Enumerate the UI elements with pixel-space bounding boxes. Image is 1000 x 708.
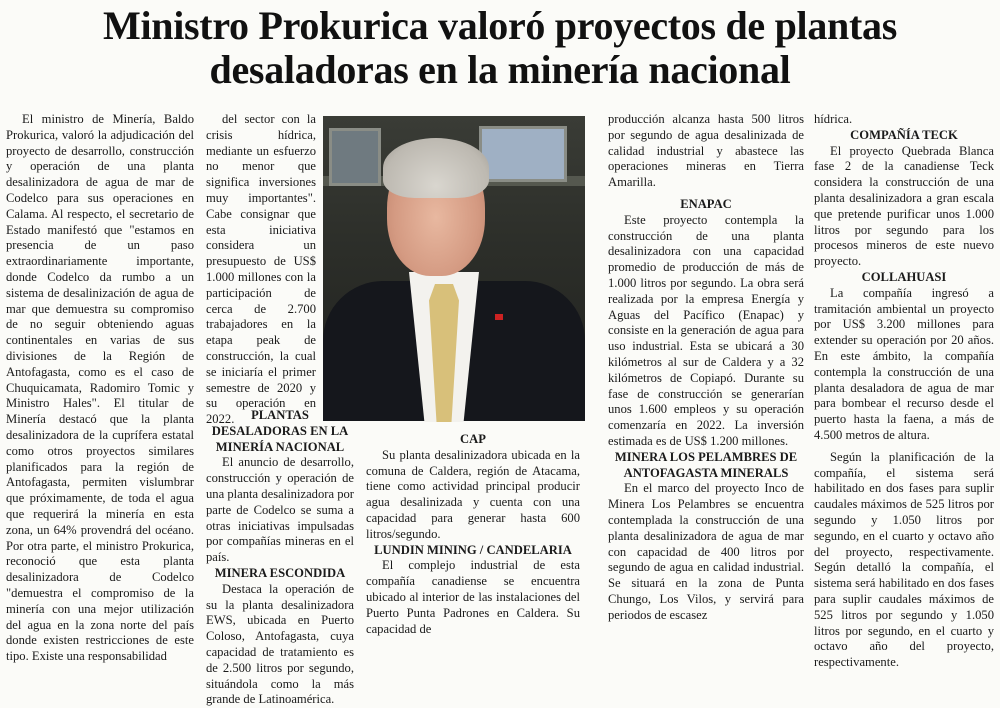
column-5 xyxy=(814,112,994,682)
paragraph: Este proyecto contempla la construcción de una planta desalinizadora con una capacidad promedio de producción de más de 1.000 litros por segundo. La obra será realizada por la empresa Energía y Aguas del Pacífico (Enapac) y consiste en la generación de agua para uso industrial. Esta se ubicará a 30 kilómetros al sur de Caldera y a 32 kilómetros de Copiapó. Durante su fase de construcción se generarían unos 1.600 empleos y su operación comenzaría en 2022. La inversión estimada es de US$ 1.200 millones. xyxy=(608,212,804,448)
subheading-plantas: PLANTAS DESALADORAS EN LA MINERÍA NACIONAL xyxy=(211,408,349,454)
column-2-top xyxy=(206,112,316,427)
subheading-los-pelambres: MINERA LOS PELAMBRES DE ANTOFAGASTA MINERALS xyxy=(614,449,798,480)
paragraph: El proyecto Quebrada Blanca fase 2 de la canadiense Teck considera la construcción de una planta desalinizadora a gran escala que pretende purificar unos 1.000 litros por segundo para los procesos mineros de este nuevo proyecto. xyxy=(814,143,994,269)
subheading-lundin: LUNDIN MINING / CANDELARIA xyxy=(374,542,572,557)
paragraph: El complejo industrial de esta compañía canadiense se encuentra ubicado al interior de las instalaciones del Puerto Punta Padrones en Caldera. Su capacidad de xyxy=(366,558,580,636)
paragraph: Según la planificación de la compañía, el sistema será habilitado en dos fases para suplir caudales máximos de 525 litros por segundo y 1.050 litros por segundo, en el cuarto y octavo año del proyecto, respectivamente. Según detalló la compañía, el sistema será habilitado en dos fases para suplir caudales máximos de 525 litros por segundo y 1.050 litros por segundo, en el cuarto y octavo año del proyecto, respectivamente. xyxy=(814,449,994,670)
paragraph: Destaca la operación de su la planta desalinizadora EWS, ubicada en Puerto Coloso, Antofagasta, cuya capacidad de tratamiento es de 2.500 litros por segundo, situándola como la más grande de Latinoamérica. xyxy=(206,581,354,707)
paragraph: hídrica. xyxy=(814,112,853,126)
subheading-teck: COMPAÑÍA TECK xyxy=(850,127,958,142)
column-4 xyxy=(608,112,804,682)
paragraph: producción alcanza hasta 500 litros por segundo de agua desalinizada de calidad industrial y abastece las operaciones mineras en Tierra Amarilla. xyxy=(608,112,804,190)
subheading-collahuasi: COLLAHUASI xyxy=(861,269,947,284)
headline-line-2: desaladoras en la minería nacional xyxy=(209,47,791,92)
headline xyxy=(0,4,1000,92)
paragraph: Su planta desalinizadora ubicada en la comuna de Caldera, región de Atacama, tiene como actividad principal producir agua desalinizada y cuenta con una capacidad para generar hasta 600 litros/segundo. xyxy=(366,447,580,541)
column-1 xyxy=(6,112,194,682)
column-2-bottom xyxy=(206,408,354,707)
paragraph: La compañía ingresó a tramitación ambiental un proyecto por US$ 3.200 millones para extender su operación por 20 años. En este ámbito, la compañía contempla la construcción de una planta desaladora de agua de mar para bombear el recurso desde el puerto hasta la faena, a más de 4.500 metros de altura. xyxy=(814,285,994,442)
column-3 xyxy=(366,432,580,680)
subheading-cap: CAP xyxy=(460,432,486,446)
paragraph: El anuncio de desarrollo, construcción y operación de una planta desalinizadora por parte de Codelco se suma a otras iniciativas impulsadas por compañías mineras en el país. xyxy=(206,455,354,565)
paragraph: del sector con la crisis hídrica, mediante un esfuerzo no menor que significa inversiones muy importantes". Cabe consignar que esta iniciativa considera un presupuesto de US$ 1.000 millones con la participación de cerca de 2.700 trabajadores en la etapa peak de construcción, la cual se iniciaría el primer semestre de 2020 y su operación en 2022. xyxy=(206,112,316,427)
paragraph: El ministro de Minería, Baldo Prokurica, valoró la adjudicación del proyecto de desarrollo, construcción y operación de una planta desalinizadora de agua de mar de Codelco para sus operaciones en Calama. Al respecto, el secretario de Estado manifestó que "estamos en presencia de un paso extraordinariamente importante, donde Codelco da rumbo a un sistema de desalinización de agua de mar que demuestra su compromiso de no seguir obteniendo aguas continentales en varias de sus divisiones de la Región de Antofagasta, como es el caso de Chuquicamata, Radomiro Tomic y Ministro Hales". El titular de Minería destacó que la planta desalinizadora de la cuprífera estatal como otros proyectos similares planificados para la región de Antofagasta, permiten vislumbrar que próximamente, de toda el agua que requerirá la minería en esta zona, un 64% provendrá del océano. Por otra parte, el ministro Prokurica, reconoció que esta planta desalinizadora de Codelco "demuestra el compromiso de la minería con una mejor utilización del agua en la zona norte del país donde existen restricciones de este tipo. Existe una responsabilidad xyxy=(6,112,194,664)
subheading-minera-escondida: MINERA ESCONDIDA xyxy=(214,565,346,580)
minister-photo xyxy=(323,116,585,418)
subheading-enapac: ENAPAC xyxy=(680,196,732,211)
headline-line-1: Ministro Prokurica valoró proyectos de plantas xyxy=(103,3,897,48)
paragraph: En el marco del proyecto Inco de Minera Los Pelambres se encuentra contemplada la construcción de una planta desalinizadora de agua de mar con capacidad de 400 litros por segundo de agua en calidad industrial. Se situará en la zona de Punta Chungo, Los Vilos, y servirá para periodos de escasez xyxy=(608,481,804,622)
